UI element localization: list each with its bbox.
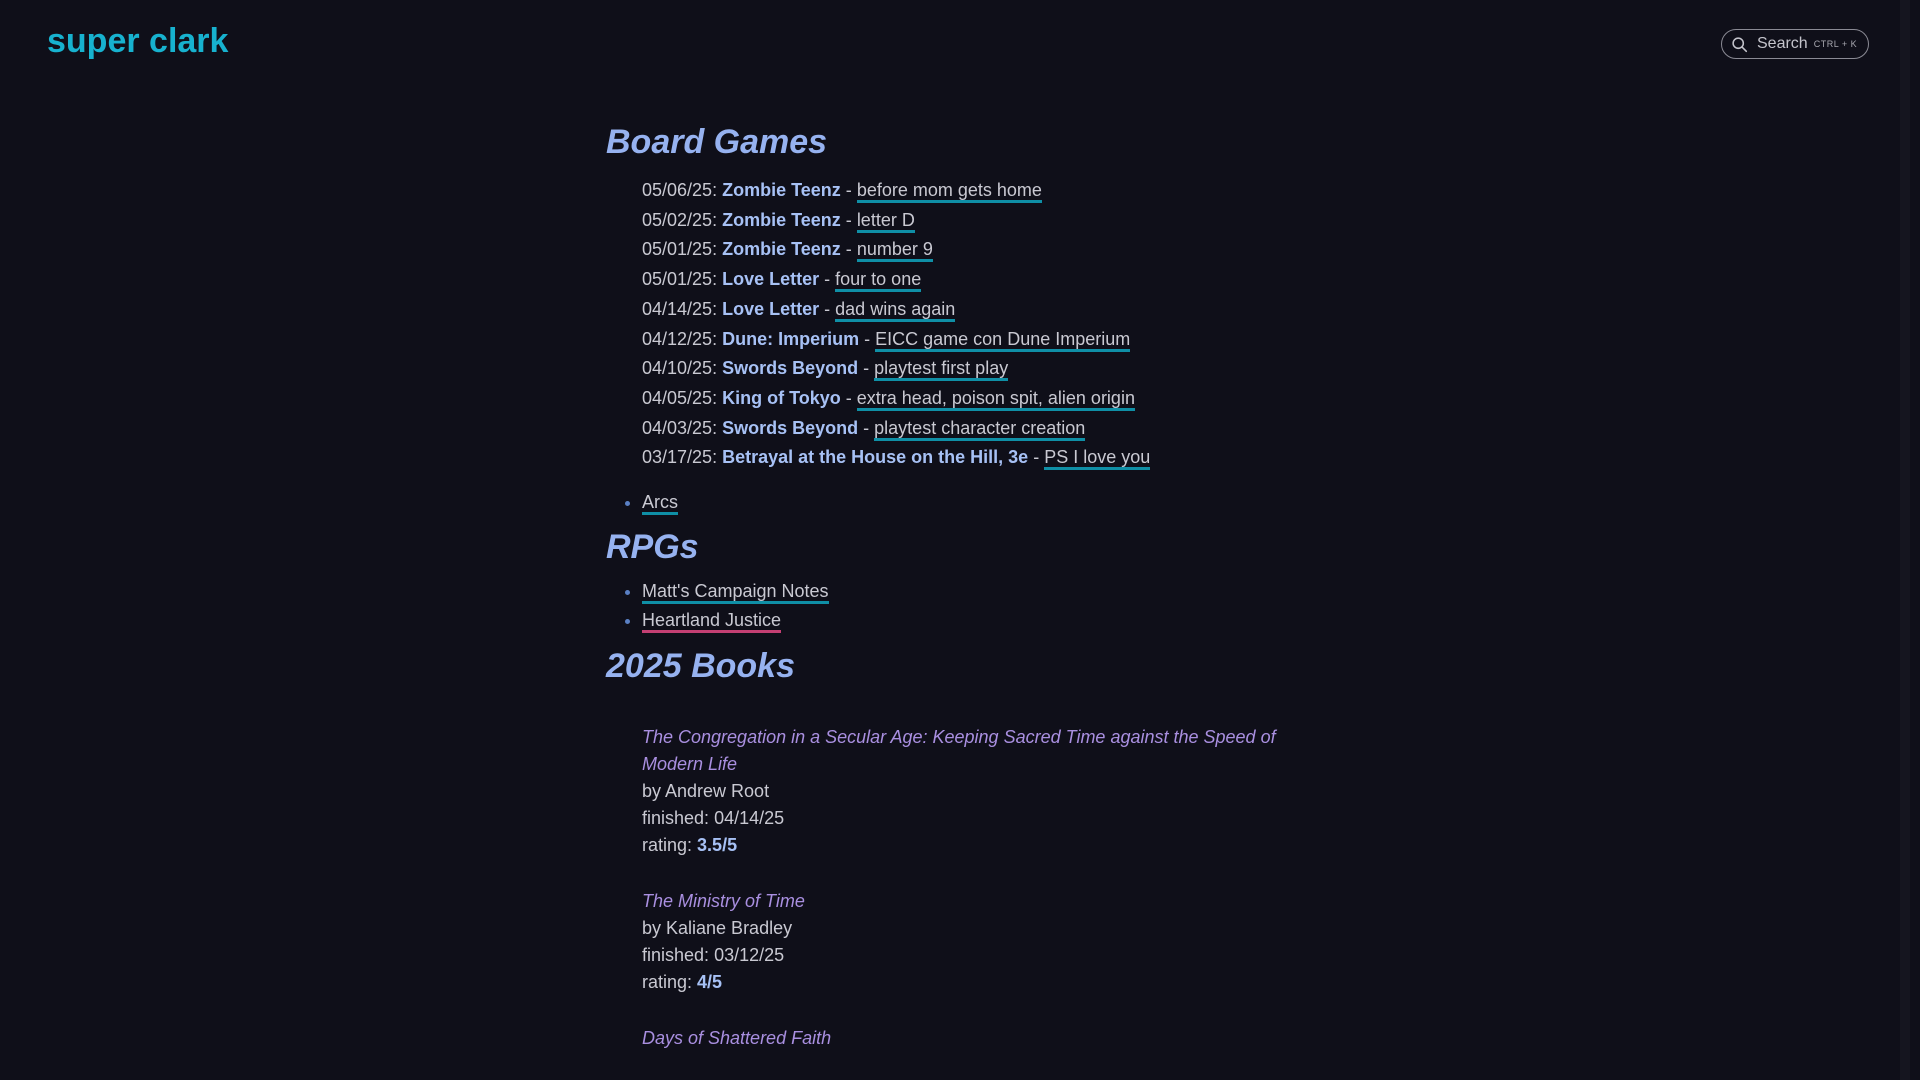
list-item [642,606,1306,635]
board-games-log [606,176,1306,473]
main-content [606,118,1306,1080]
game-log-entry [642,206,1306,236]
search-icon [1731,36,1748,53]
book-title: The Ministry of Time [642,891,805,912]
rpg-links [606,577,1306,635]
section-heading-board-games: Board Games [606,123,828,161]
search-shortcut: CTRL + K [1813,39,1858,49]
heartland-justice-link[interactable]: Heartland Justice [642,610,781,633]
list-item [642,577,1306,606]
entry-game: Swords Beyond [722,417,859,438]
entry-separator: - [1033,447,1040,468]
finished-label: finished: [642,945,710,966]
game-log-entry [642,295,1306,325]
entry-separator: - [845,180,852,200]
entry-game: Dune: Imperium [722,328,860,349]
entry-separator: - [864,328,871,349]
site-title-link[interactable]: super clark [47,22,229,60]
arcs-link[interactable]: Arcs [642,492,678,515]
entry-link[interactable]: letter D [857,210,915,233]
book-author: by Kaliane Bradley [642,918,793,939]
book-rating [642,832,1306,859]
entry-game: Betrayal at the House on the Hill, 3e [722,447,1029,468]
entry-separator: - [845,387,852,408]
entry-link[interactable]: four to one [835,269,921,292]
entry-link[interactable]: dad wins again [835,299,955,322]
finished-date: 04/14/25 [714,808,785,829]
entry-game: Swords Beyond [722,358,859,379]
scrollbar[interactable] [1900,0,1910,1080]
entry-date: 04/03/25: [642,417,718,438]
entry-separator: - [863,417,870,438]
rating-value: 4/5 [697,972,723,993]
entry-link[interactable]: number 9 [857,239,933,262]
entry-separator: - [845,239,852,260]
entry-separator: - [845,209,852,230]
book-finished [642,805,1306,832]
book-entry [642,888,1306,996]
search-button[interactable] [1721,29,1869,59]
entry-date: 03/17/25: [642,447,718,468]
entry-date: 04/10/25: [642,358,718,379]
entry-game: Love Letter [722,269,820,290]
rating-label: rating: [642,972,693,993]
book-title: The Congregation in a Secular Age: Keeping Sacred Time against the Speed of Modern Life [642,727,1276,775]
entry-date: 05/01/25: [642,269,718,290]
entry-game: Love Letter [722,298,820,319]
finished-date: 03/12/25 [714,945,785,966]
book-finished [642,942,1306,969]
entry-date: 05/01/25: [642,239,718,260]
board-games-links [606,488,1306,517]
game-log-entry [642,384,1306,414]
entry-game: Zombie Teenz [722,239,841,260]
game-log-entry [642,443,1306,473]
list-item [642,488,1306,517]
entry-date: 04/12/25: [642,328,718,349]
game-log-entry [642,325,1306,355]
book-rating [642,969,1306,996]
game-log-entry [642,176,1306,206]
finished-label: finished: [642,808,710,829]
entry-date: 04/14/25: [642,298,718,319]
book-author: by Andrew Root [642,781,770,802]
entry-separator: - [824,269,831,290]
book-entry [642,1025,1306,1052]
entry-link[interactable]: EICC game con Dune Imperium [875,329,1130,352]
entry-link[interactable]: playtest character creation [874,418,1085,441]
game-log-entry [642,235,1306,265]
game-log-entry [642,265,1306,295]
campaign-notes-link[interactable]: Matt's Campaign Notes [642,581,829,604]
rating-label: rating: [642,835,693,856]
search-label: Search [1757,35,1808,52]
entry-link[interactable]: before mom gets home [857,180,1042,203]
books-list [606,724,1306,1052]
entry-link[interactable]: playtest first play [874,358,1008,381]
entry-game: Zombie Teenz [722,180,841,200]
entry-date: 05/02/25: [642,209,718,230]
entry-game: Zombie Teenz [722,209,841,230]
entry-link[interactable]: extra head, poison spit, alien origin [857,388,1135,411]
section-heading-books: 2025 Books [606,647,795,686]
section-heading-rpgs: RPGs [606,528,699,567]
entry-date: 05/06/25: [642,180,718,200]
entry-game: King of Tokyo [722,387,841,408]
rating-value: 3.5/5 [697,835,738,856]
entry-date: 04/05/25: [642,387,718,408]
entry-link[interactable]: PS I love you [1044,447,1150,470]
entry-separator: - [824,298,831,319]
game-log-entry [642,414,1306,444]
game-log-entry [642,354,1306,384]
entry-separator: - [863,358,870,379]
book-title: Days of Shattered Faith [642,1028,832,1049]
book-entry [642,724,1306,859]
